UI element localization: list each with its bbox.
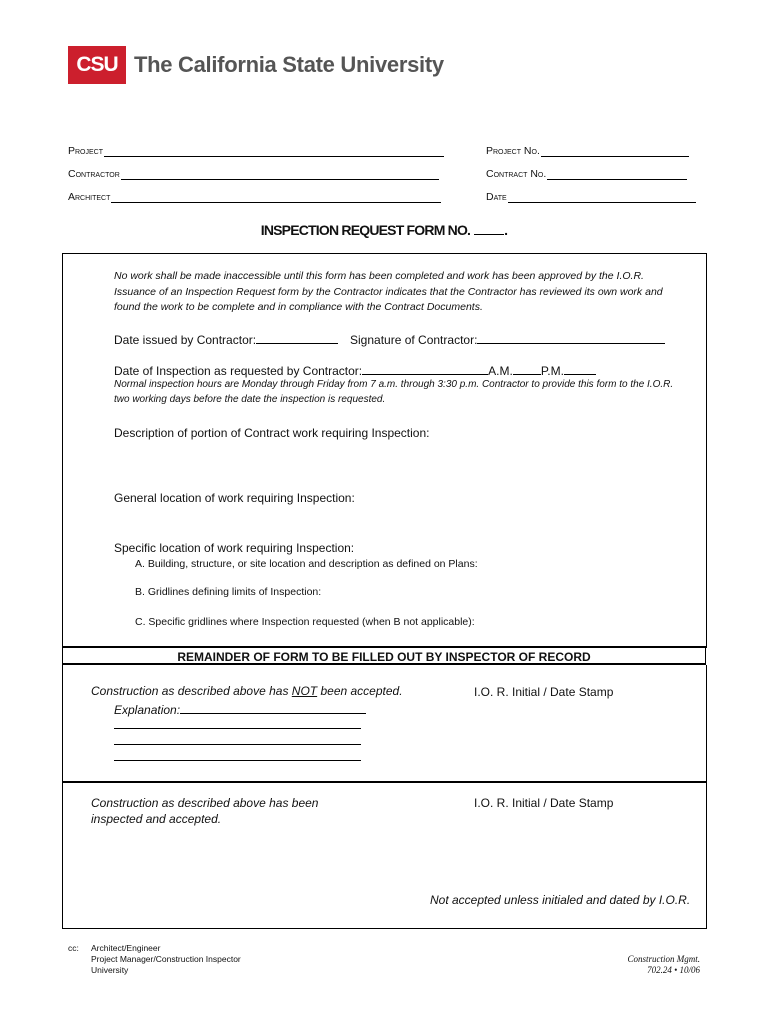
item-a: A. Building, structure, or site location and description as defined on Plans: (135, 558, 478, 570)
not-accepted-text (91, 684, 403, 700)
stamp-label-1: I.O. R. Initial / Date Stamp (474, 685, 614, 699)
form-title-suffix: . (504, 222, 508, 238)
cc-list (91, 943, 241, 976)
explanation-label: Explanation: (114, 703, 181, 717)
ior-section-header: REMAINDER OF FORM TO BE FILLED OUT BY INSPECTOR OF RECORD (62, 646, 706, 665)
acceptance-note: Not accepted unless initialed and dated by I.O.R. (430, 893, 691, 907)
accepted-line-2: inspected and accepted. (91, 812, 222, 826)
general-location-label: General location of work requiring Inspection: (114, 491, 355, 505)
cc-label: cc: (68, 943, 79, 953)
inspection-date-row[interactable] (114, 362, 596, 378)
date-issued-blank[interactable] (256, 331, 338, 344)
project-label: Project (68, 145, 104, 157)
inspection-date-blank[interactable] (362, 362, 488, 375)
date-label: Date (486, 191, 507, 203)
project-field[interactable] (68, 144, 444, 157)
contractor-label: Contractor (68, 168, 120, 180)
item-b: B. Gridlines defining limits of Inspection: (135, 586, 322, 598)
stamp-label-2: I.O. R. Initial / Date Stamp (474, 796, 614, 810)
project-no-line (541, 144, 689, 157)
not-word: NOT (291, 684, 318, 698)
form-number-blank[interactable] (474, 222, 504, 235)
notice-text: No work shall be made inaccessible until this form has been completed and work has been approved by the I.O.R. Issuance of an Inspection Request form by the Contractor indicates that the Contractor has reviewed its own work and found the work to be complete and in compliance with the Contract Documents. (114, 270, 663, 313)
project-line (104, 144, 444, 157)
form-title-text: INSPECTION REQUEST FORM NO. (260, 222, 471, 238)
csu-logo-mark: CSU (68, 46, 126, 84)
contract-no-label: Contract No. (486, 168, 547, 180)
date-line (508, 190, 696, 203)
pm-blank[interactable] (564, 362, 596, 375)
form-reference (540, 954, 700, 976)
item-c: C. Specific gridlines where Inspection requested (when B not applicable): (135, 616, 475, 628)
description-label: Description of portion of Contract work requiring Inspection: (114, 426, 430, 440)
explanation-line-2[interactable] (114, 744, 361, 745)
explanation-line-1[interactable] (114, 728, 361, 729)
date-issued-row[interactable] (114, 331, 338, 347)
specific-location-label: Specific location of work requiring Inspection: (114, 541, 355, 555)
not-accepted-post: been accepted. (317, 684, 403, 698)
contract-no-field[interactable] (486, 167, 687, 180)
date-issued-label: Date issued by Contractor: (114, 333, 257, 347)
date-field[interactable] (486, 190, 696, 203)
cc-item-1: Architect/Engineer (91, 943, 161, 953)
form-ref-line-1: Construction Mgmt. (627, 954, 700, 964)
signature-blank[interactable] (477, 331, 665, 344)
contractor-field[interactable] (68, 167, 439, 180)
contract-no-line (547, 167, 687, 180)
architect-label: Architect (68, 191, 111, 203)
signature-label: Signature of Contractor: (350, 333, 478, 347)
form-title (0, 222, 768, 238)
form-ref-line-2: 702.24 • 10/06 (647, 965, 700, 975)
csu-logo-name: The California State University (134, 52, 444, 77)
accepted-line-1: Construction as described above has been (91, 796, 319, 810)
not-accepted-section (62, 665, 707, 782)
architect-line (111, 190, 441, 203)
explanation-row[interactable] (114, 701, 366, 719)
project-no-label: Project No. (486, 145, 540, 157)
hours-note: Normal inspection hours are Monday through Friday from 7 a.m. through 3:30 p.m. Contractor to provide this form to the I.O.R. two working days before the date the inspection is requested. (114, 379, 674, 405)
not-accepted-pre: Construction as described above has (91, 684, 292, 698)
pm-label: P.M. (540, 364, 564, 378)
cc-item-2: Project Manager/Construction Inspector (91, 954, 241, 964)
explanation-line-3[interactable] (114, 760, 361, 761)
inspection-date-label: Date of Inspection as requested by Contractor: (114, 364, 363, 378)
am-label: A.M. (488, 364, 513, 378)
explanation-blank[interactable] (180, 701, 366, 714)
architect-field[interactable] (68, 190, 441, 203)
contractor-line (121, 167, 439, 180)
cc-item-3: University (91, 965, 129, 975)
accepted-text (91, 795, 318, 827)
project-no-field[interactable] (486, 144, 689, 157)
signature-row[interactable] (350, 331, 665, 347)
am-blank[interactable] (513, 362, 541, 375)
